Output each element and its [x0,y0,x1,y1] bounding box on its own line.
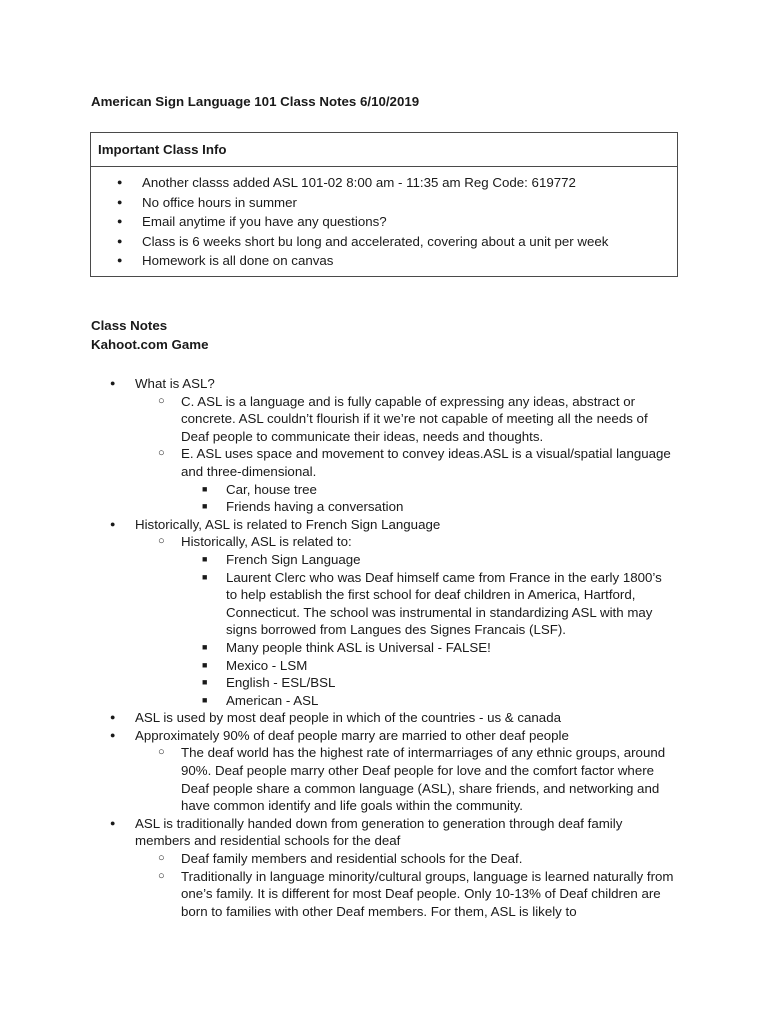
note-text: ASL is used by most deaf people in which of the countries - us & canada [135,710,561,726]
bullet-marker: ● [110,518,116,529]
kahoot-heading: Kahoot.com Game [91,337,209,352]
note-item-level-3 [202,639,675,657]
bullet-marker: ■ [202,553,208,564]
note-item-level-2 [158,744,675,814]
note-text: Historically, ASL is related to French Sign Language [135,516,441,532]
note-item-level-3 [202,569,675,639]
note-item-level-1 [110,516,675,534]
note-item-level-2 [158,533,675,551]
note-text: Historically, ASL is related to: [181,534,352,550]
note-text: ASL is traditionally handed down from generation to generation through deaf family members and residential schools for the deaf [135,815,623,849]
note-item-level-1 [110,375,675,393]
note-text: French Sign Language [226,551,361,567]
info-box-heading: Important Class Info [91,133,677,167]
bullet-marker: ■ [202,659,208,670]
bullet-marker: ○ [158,535,165,548]
note-text: The deaf world has the highest rate of intermarriages of any ethnic groups, around 90%. Deaf people marry other Deaf people for love and the comfort factor where Deaf people share a common language (ASL), share friends, and networking and have common identify and life goals within the community. [181,745,666,814]
note-item-level-2 [158,868,675,921]
info-item: ● Email anytime if you have any questions? [91,212,608,232]
note-text: Car, house tree [226,481,317,497]
note-text: E. ASL uses space and movement to convey ideas.ASL is a visual/spatial language and three-dimensional. [181,446,671,479]
note-item-level-3 [202,674,675,692]
bullet-marker: ○ [158,746,165,759]
info-list [91,173,608,271]
bullet-marker: ■ [202,501,208,512]
bullet-marker: ● [110,712,116,723]
document-title: American Sign Language 101 Class Notes 6/10/2019 [91,94,420,109]
note-text: Laurent Clerc who was Deaf himself came from France in the early 1800’s to help establish the first school for deaf children in America, Hartford, Connecticut. The school was instrumental in standardizing ASL with may signs borrowed from Langues des Signes Francais (LSF). [226,569,662,638]
bullet-marker: ○ [158,869,165,882]
note-item-level-1 [110,727,675,745]
note-text: Friends having a conversation [226,499,404,515]
note-text: Many people think ASL is Universal - FALSE! [226,639,491,655]
bullet-marker: ■ [202,641,208,652]
bullet-marker: ● [110,729,116,740]
note-text: American - ASL [226,692,319,708]
note-item-level-1 [110,709,675,727]
bullet-marker: ○ [158,447,165,460]
bullet-marker: ■ [202,694,208,705]
note-item-level-3 [202,657,675,675]
notes-outline [0,375,768,920]
info-item: ● Homework is all done on canvas [91,251,608,271]
note-text: Deaf family members and residential schools for the Deaf. [181,851,523,867]
bullet-marker: ● [110,817,116,828]
note-item-level-3 [202,692,675,710]
info-item: ● No office hours in summer [91,193,608,213]
class-notes-heading: Class Notes [91,318,168,333]
note-item-level-3 [202,551,675,569]
note-item-level-3 [202,498,675,516]
note-item-level-2 [158,850,675,868]
info-item: ● Another classs added ASL 101-02 8:00 am - 11:35 am Reg Code: 619772 [91,173,608,193]
bullet-marker: ○ [158,394,165,407]
note-item-level-3 [202,481,675,499]
bullet-marker: ● [110,378,116,388]
bullet-marker: ■ [202,571,208,582]
note-text: C. ASL is a language and is fully capable of expressing any ideas, abstract or concrete. ASL couldn’t flourish if it we’re not capable of meeting all the needs of Deaf people to communicate their ideas, needs and thoughts. [181,393,648,444]
note-item-level-1 [110,815,675,850]
bullet-marker: ■ [202,677,208,688]
info-item: ● Class is 6 weeks short bu long and accelerated, covering about a unit per week [91,232,608,252]
note-text: What is ASL? [135,376,215,391]
important-info-box [90,132,678,277]
note-text: Mexico - LSM [226,657,308,673]
bullet-marker: ○ [158,852,165,865]
note-text: Traditionally in language minority/cultural groups, language is learned naturally from one’s family. It is different for most Deaf people. Only 10-13% of Deaf children are born to families with other Deaf members. For them, ASL is likely to [181,868,674,919]
note-item-level-2 [158,445,675,480]
note-item-level-2 [158,393,675,446]
bullet-marker: ■ [202,483,208,494]
note-text: English - ESL/BSL [226,675,336,691]
note-text: Approximately 90% of deaf people marry are married to other deaf people [135,727,569,743]
